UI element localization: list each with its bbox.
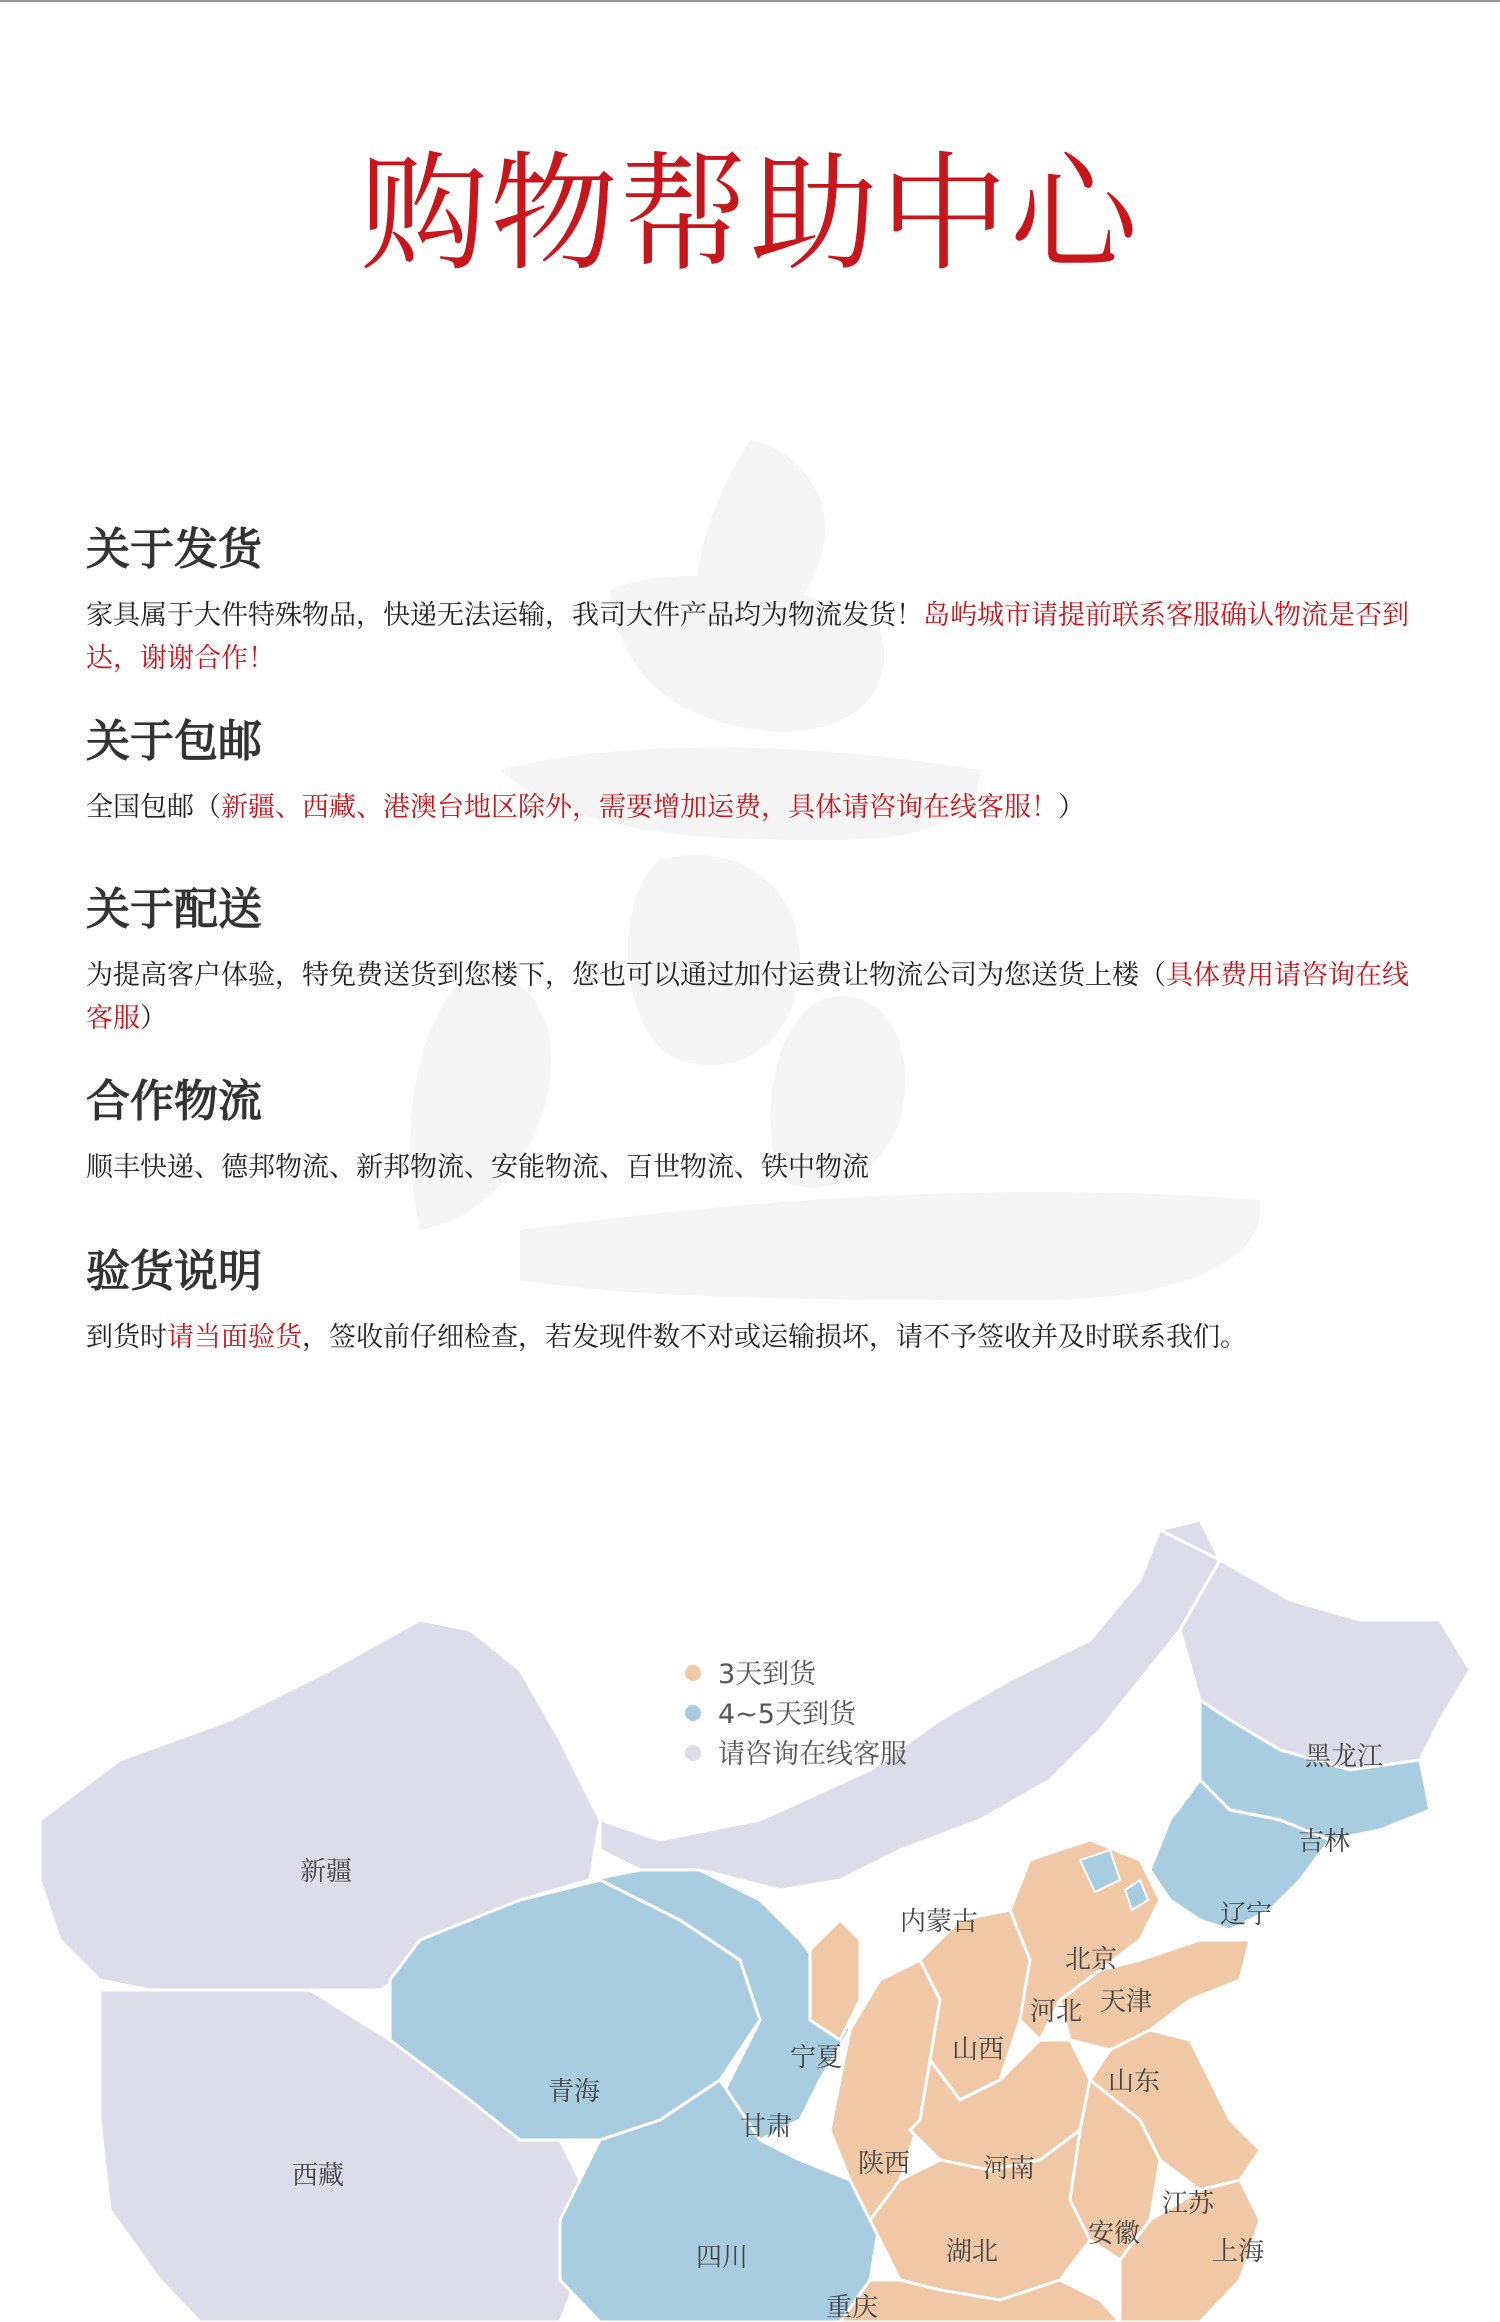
section-text-normal: ，签收前仔细检查，若发现件数不对或运输损坏，请不予签收并及时联系我们。: [302, 1322, 1247, 1353]
province-label-heilongjiang: 黑龙江: [1305, 1742, 1384, 1772]
section-text-normal: 为提高客户体验，特免费送货到您楼下，您也可以通过加付运费让物流公司为您送货上楼（: [86, 960, 1166, 991]
delivery-map: [0, 1520, 1500, 2322]
province-label-jiangsu: 江苏: [1162, 2189, 1215, 2219]
province-label-liaoning: 辽宁: [1220, 1900, 1273, 1930]
section-text: 顺丰快递、德邦物流、新邦物流、安能物流、百世物流、铁中物流: [86, 1152, 869, 1183]
section-delivery: [86, 880, 1416, 1040]
section-text-highlight: 岛屿城市请提前联系客服确认物流是否到达，谢谢合作！: [86, 600, 1409, 674]
section-heading: 关于配送: [86, 884, 262, 935]
province-label-ningxia: 宁夏: [790, 2043, 843, 2073]
section-heading: 合作物流: [86, 1076, 262, 1127]
section-heading: 关于包邮: [86, 716, 262, 767]
section-text: [86, 1316, 1416, 1359]
section-text-highlight: 请当面验货: [167, 1322, 302, 1353]
legend-label-4-5-days: 4~5天到货: [718, 1699, 856, 1730]
province-label-anhui: 安徽: [1088, 2219, 1141, 2249]
province-label-qinghai: 青海: [548, 2077, 601, 2107]
legend-label-3-days: 3天到货: [718, 1659, 817, 1690]
section-text: [86, 954, 1416, 1040]
province-label-hubei: 湖北: [946, 2237, 999, 2267]
province-label-shanxi: 山西: [952, 2035, 1005, 2065]
section-text: [86, 786, 1416, 829]
province-label-hebei: 河北: [1030, 1997, 1083, 2027]
section-logistics-partners: [86, 1072, 1416, 1189]
province-label-shaanxi: 陕西: [858, 2149, 911, 2179]
legend-dot-3-days: [685, 1665, 701, 1681]
province-label-shandong: 山东: [1108, 2067, 1161, 2097]
province-label-xizang: 西藏: [292, 2161, 345, 2191]
section-free-shipping: [86, 712, 1416, 829]
province-label-tianjin: 天津: [1100, 1987, 1153, 2017]
section-text-normal: ）: [140, 1003, 167, 1034]
page-title: 购物帮助中心: [359, 140, 1140, 289]
province-label-gansu: 甘肃: [740, 2112, 793, 2142]
province-label-shanghai: 上海: [1212, 2237, 1265, 2267]
province-label-sichuan: 四川: [696, 2243, 749, 2273]
section-text: [86, 594, 1416, 680]
province-label-xinjiang: 新疆: [300, 1857, 353, 1887]
section-text-normal: ）: [1058, 792, 1085, 823]
section-text-highlight: 新疆、西藏、港澳台地区除外，需要增加运费，具体请咨询在线客服！: [221, 792, 1058, 823]
province-label-neimenggu: 内蒙古: [900, 1907, 979, 1937]
province-label-chongqing: 重庆: [826, 2293, 879, 2322]
section-inspection: [86, 1242, 1416, 1359]
section-text-normal: 到货时: [86, 1322, 167, 1353]
section-text-normal: 家具属于大件特殊物品，快递无法运输，我司大件产品均为物流发货！: [86, 600, 923, 631]
china-map: [0, 1520, 1500, 2322]
legend-dot-consult: [685, 1745, 701, 1761]
top-divider: [0, 0, 1500, 2]
province-label-beijing: 北京: [1065, 1945, 1118, 1975]
province-label-henan: 河南: [983, 2154, 1036, 2184]
section-heading: 关于发货: [86, 524, 262, 575]
section-heading: 验货说明: [86, 1246, 262, 1297]
legend-label-consult: 请咨询在线客服: [718, 1739, 907, 1770]
map-legend: [685, 1659, 907, 1770]
section-shipping: [86, 520, 1416, 680]
province-label-jilin: 吉林: [1298, 1827, 1351, 1857]
legend-dot-4-5-days: [685, 1705, 701, 1721]
section-text-highlight: 具体费用请咨询在线客服: [86, 960, 1409, 1034]
section-text-normal: 全国包邮（: [86, 792, 221, 823]
